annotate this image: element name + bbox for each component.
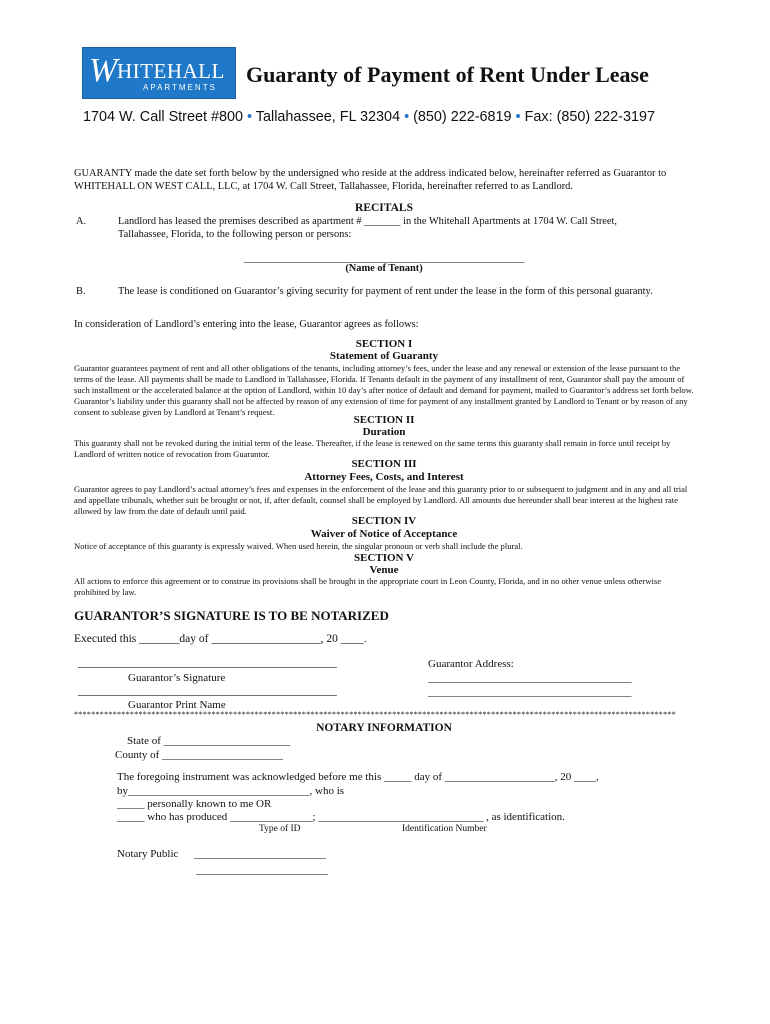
notary-public-label: Notary Public (117, 848, 179, 860)
tenant-name-label: (Name of Tenant) (345, 263, 423, 274)
section-4-title: Waiver of Notice of Acceptance (310, 528, 458, 540)
tenant-name-line: ______________________________________________________ (243, 253, 525, 264)
guarantor-address-label: Guarantor Address: (428, 658, 514, 670)
section-4-text: Notice of acceptance of this guaranty is expressly waived. When used herein, the singular pronoun or verb shall include the plural. (74, 541, 523, 551)
personally-known-option[interactable]: _____ personally known to me OR (117, 798, 272, 810)
section-4-number: SECTION IV (351, 515, 417, 527)
recital-b-text: The lease is conditioned on Guarantor’s giving security for payment of rent under the lease in the form of this personal guaranty. (118, 286, 653, 297)
separator-dot: • (515, 109, 521, 125)
section-2-text: This guaranty shall not be revoked during the initial term of the lease. Thereafter, if the lease is renewed on the same terms this guaranty shall remain in force until receipt by Landlord of written notice of revocation from Guarantor. (74, 438, 671, 459)
recital-a-text: Landlord has leased the premises described as apartment # _______ in the Whitehall Apartments at 1704 W. Call Street, Tallahassee, Florida, to the following person or persons: (118, 216, 618, 240)
notary-state-field[interactable]: State of _______________________ (127, 735, 291, 747)
executed-line[interactable]: Executed this _______day of ___________________, 20 ____. (74, 633, 367, 645)
section-1-text: Guarantor guarantees payment of rent and all other obligations of the tenants, including attorney’s fees, under the lease and any renewal or extension of the lease pursuant to the terms of the lease. All payments shall be made to Landlord in Tallahassee, Florida. If Tenants default in the payment of any installment of rent, Guarantor shall pay the amount of such installment or the accelerated balance at the option of Landlord, within 10 day’s after notice of default and demand for payment, mailed to Guarantor’s address set forth below. Guarantor’s liability under this guaranty shall not be affected by reason of any extension of time for payment of any installment granted by Landlord to Tenant or by reason of any consent to sublease given by Landlord at Tenant’s request. (74, 363, 694, 417)
produced-id-option[interactable]: _____ who has produced _______________; ______________________________ , as identification. (117, 811, 565, 823)
acknowledged-by-line[interactable]: by_________________________________, who is (117, 785, 345, 797)
star-divider: ******************************************************************************************************************************************** (74, 710, 676, 719)
section-2-title: Duration (362, 426, 406, 438)
recital-b-letter: B. (76, 286, 86, 297)
logo-name: HITEHALL (117, 59, 225, 83)
section-5-text: All actions to enforce this agreement or to construe its provisions shall be brought in the appropriate court in Leon County, Florida, and in no other venue unless otherwise prohibited by law. (74, 576, 662, 597)
section-1-number: SECTION I (355, 338, 413, 350)
guarantor-address-line-1[interactable]: _____________________________________ (428, 672, 632, 684)
type-of-id-label: Type of ID (259, 824, 301, 834)
intro-paragraph: GUARANTY made the date set forth below by the undersigned who reside at the address indicated below, hereinafter referred as Guarantor to WHITEHALL ON WEST CALL, LLC, at 1704 W. Call Street, Tallahassee, Florida, hereinafter referred to as Landlord. (74, 168, 667, 192)
street: 1704 W. Call Street #800 (83, 109, 243, 125)
recitals-heading: RECITALS (355, 202, 413, 214)
separator-dot: • (247, 109, 253, 125)
recital-a-letter: A. (76, 216, 87, 227)
notary-public-print-field[interactable]: ________________________ (196, 864, 328, 876)
identification-number-label: Identification Number (402, 824, 487, 834)
whitehall-logo (82, 47, 236, 99)
guarantor-print-name-label: Guarantor Print Name (128, 699, 226, 711)
address-bar (83, 107, 655, 127)
logo-subtitle: APARTMENTS (143, 83, 217, 92)
section-1-title: Statement of Guaranty (329, 350, 439, 362)
notarize-notice: GUARANTOR’S SIGNATURE IS TO BE NOTARIZED (74, 608, 389, 623)
logo-initial: W (89, 52, 118, 89)
guarantor-signature-field[interactable]: _____________________________________________ (78, 657, 337, 669)
fax: Fax: (850) 222-3197 (524, 109, 655, 125)
notary-public-signature-field[interactable]: ________________________ (194, 848, 326, 860)
section-3-number: SECTION III (351, 458, 417, 470)
guarantor-address-line-2[interactable]: _____________________________________ (428, 686, 632, 698)
consideration-text: In consideration of Landlord’s entering into the lease, Guarantor agrees as follows: (74, 319, 419, 330)
phone: (850) 222-6819 (413, 109, 512, 125)
city: Tallahassee, FL 32304 (255, 109, 401, 125)
notary-county-field[interactable]: County of ______________________ (115, 749, 284, 761)
notary-heading: NOTARY INFORMATION (316, 722, 452, 734)
document-title: Guaranty of Payment of Rent Under Lease (246, 62, 649, 87)
section-5-title: Venue (369, 564, 399, 576)
section-3-text: Guarantor agrees to pay Landlord’s actual attorney’s fees and expenses in the enforcement of the lease and this guaranty prior to or subsequent to judgment and in any and all trial and appellate tribunals, whether suit be brought or not, if, after default, counsel shall be employed by Landlord. All amounts due hereunder shall bear interest at the highest rate allowed by law from the date of default until paid. (74, 484, 688, 516)
section-3-title: Attorney Fees, Costs, and Interest (304, 471, 464, 483)
guarantor-print-name-field[interactable]: _____________________________________________ (78, 685, 337, 697)
acknowledgement-line[interactable]: The foregoing instrument was acknowledged before me this _____ day of ____________________, 20 ____, (117, 771, 599, 783)
section-2-number: SECTION II (353, 414, 415, 426)
separator-dot: • (404, 109, 410, 125)
section-5-number: SECTION V (353, 552, 414, 564)
guarantor-signature-label: Guarantor’s Signature (128, 672, 226, 684)
